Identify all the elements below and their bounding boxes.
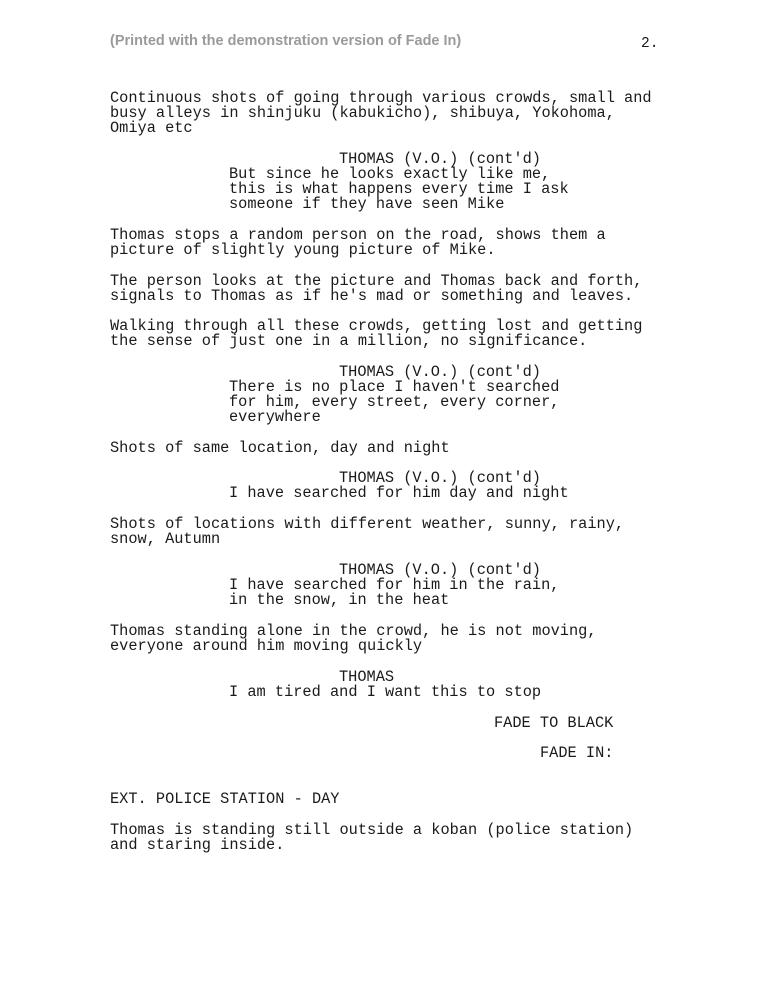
scene-heading: EXT. POLICE STATION - DAY	[110, 790, 340, 808]
transition-fade-to-black: FADE TO BLACK	[494, 714, 614, 732]
action-line: the sense of just one in a million, no significance.	[110, 332, 588, 350]
action-line: Thomas stops a random person on the road, shows them a	[110, 226, 606, 244]
character-name: THOMAS (V.O.) (cont'd)	[339, 469, 541, 487]
dialogue-line: someone if they have seen Mike	[229, 195, 505, 213]
character-name: THOMAS	[339, 668, 395, 686]
action-line: picture of slightly young picture of Mike.	[110, 241, 496, 259]
action-line: Continuous shots of going through various crowds, small and	[110, 89, 652, 107]
action-line: The person looks at the picture and Thomas back and forth,	[110, 272, 643, 290]
action-line: Walking through all these crowds, getting lost and getting	[110, 317, 643, 335]
dialogue-line: for him, every street, every corner,	[229, 393, 560, 411]
dialogue-line: everywhere	[229, 408, 321, 426]
dialogue-line: I have searched for him day and night	[229, 484, 569, 502]
action-line: signals to Thomas as if he's mad or something and leaves.	[110, 287, 634, 305]
action-line: Shots of locations with different weather, sunny, rainy,	[110, 515, 625, 533]
action-line: everyone around him moving quickly	[110, 637, 423, 655]
dialogue-line: I am tired and I want this to stop	[229, 683, 542, 701]
dialogue-line: this is what happens every time I ask	[229, 180, 569, 198]
dialogue-line: in the snow, in the heat	[229, 591, 450, 609]
action-line: busy alleys in shinjuku (kabukicho), shibuya, Yokohoma,	[110, 104, 615, 122]
action-line: and staring inside.	[110, 836, 285, 854]
action-line: Thomas standing alone in the crowd, he is not moving,	[110, 622, 597, 640]
action-line: Thomas is standing still outside a koban (police station)	[110, 821, 634, 839]
dialogue-line: But since he looks exactly like me,	[229, 165, 551, 183]
demo-watermark: (Printed with the demonstration version of Fade In)	[110, 33, 462, 49]
transition-fade-in: FADE IN:	[540, 744, 614, 762]
character-name: THOMAS (V.O.) (cont'd)	[339, 150, 541, 168]
action-line: Omiya etc	[110, 119, 193, 137]
action-line: snow, Autumn	[110, 530, 221, 548]
dialogue-line: I have searched for him in the rain,	[229, 576, 560, 594]
page-number: 2.	[641, 36, 659, 52]
dialogue-line: There is no place I haven't searched	[229, 378, 560, 396]
character-name: THOMAS (V.O.) (cont'd)	[339, 561, 541, 579]
action-line: Shots of same location, day and night	[110, 439, 450, 457]
character-name: THOMAS (V.O.) (cont'd)	[339, 363, 541, 381]
